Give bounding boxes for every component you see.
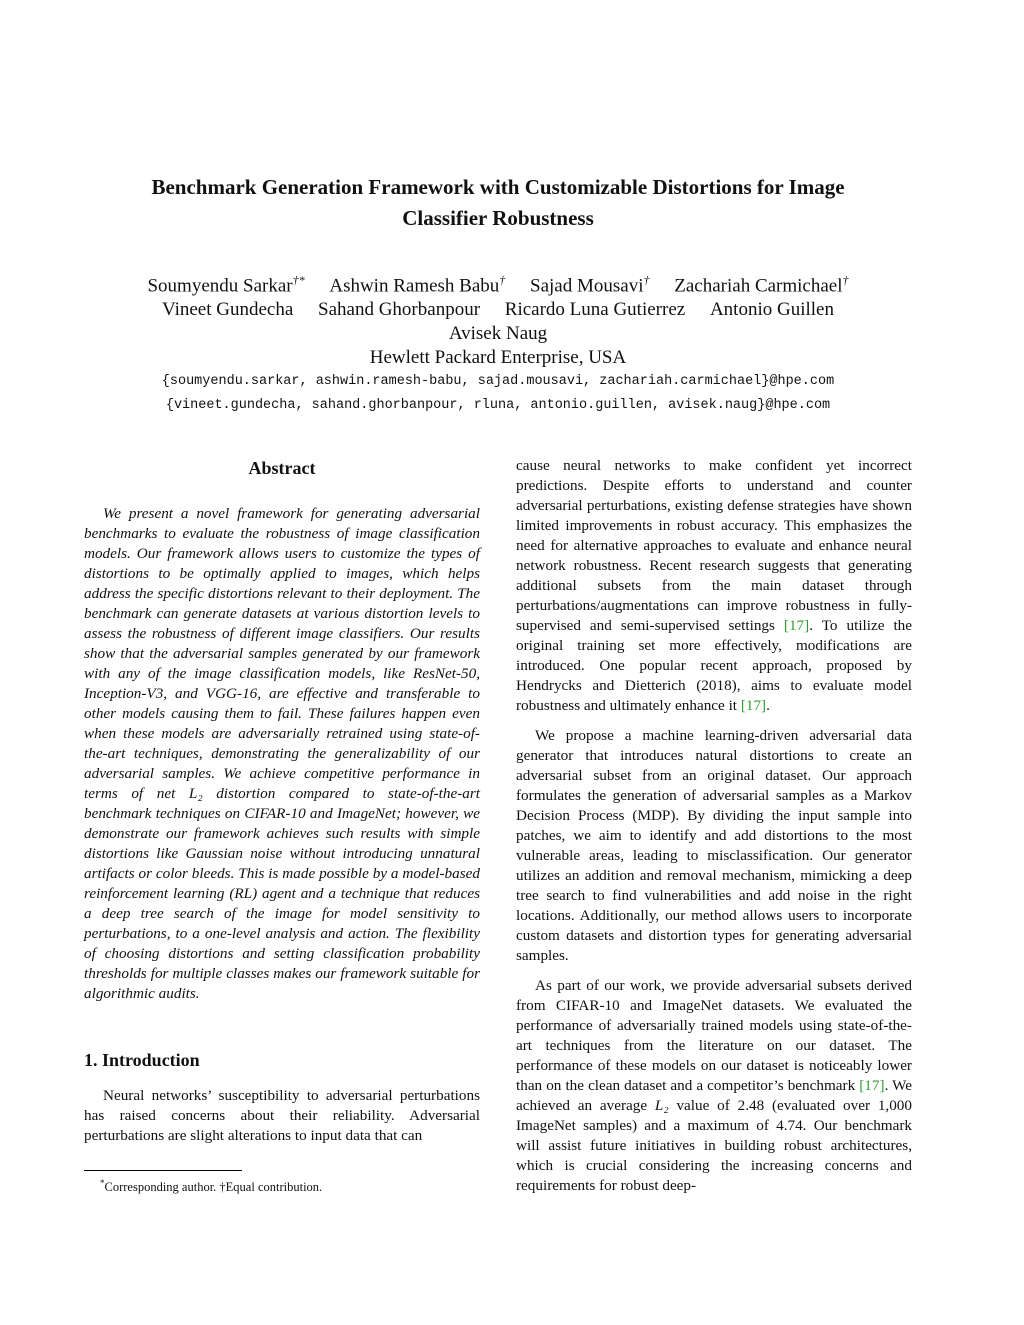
math-l2: L₂ — [654, 1097, 669, 1114]
author-row-3 — [80, 322, 916, 346]
author: Zachariah Carmichael† — [674, 273, 849, 297]
abstract-text: We present a novel framework for generating adversarial benchmarks to evaluate the robustness of image classification models. Our framework allows users to customize the types of distortions to be optimally applied to images, which helps address the specific distortions relevant to their deployment. The benchmark can generate datasets at various distortion levels to assess the robustness of different image classifiers. Our results show that the adversarial samples generated by our framework with any of the image classification models, like ResNet-50, Inception-V3, and VGG-16, are effective and transferable to other models causing them to fail. These failures happen even when these models are adversarially retrained using state-of-the-art techniques, demonstrating the generalizability of our adversarial samples. We achieve competitive performance in terms of net L₂ distortion compared to state-of-the-art benchmark techniques on CIFAR-10 and ImageNet; however, we demonstrate our framework achieves such results with simple distortions like Gaussian noise without introducing unnatural artifacts or color bleeds. This is made possible by a model-based reinforcement learning (RL) agent and a technique that reduces a deep tree search of the image for model sensitivity to perturbations, to a one-level analysis and action. The flexibility of choosing distortions and setting classification probability thresholds for multiple classes makes our framework suitable for algorithmic audits. — [84, 505, 480, 1002]
left-column — [84, 456, 480, 1156]
intro-paragraph: We propose a machine learning-driven adversarial data generator that introduces natural distortions to create an adversarial subset from an original dataset. Our approach formulates the generation of adversarial samples as a Markov Decision Process (MDP). By dividing the input sample into patches, we aim to identify and add distortions to the most vulnerable areas, leading to misclassification. Our generator utilizes an addition and removal mechanism, mimicking a deep tree search to find vulnerabilities and add noise in the right locations. Additionally, our method allows users to incorporate custom datasets and distortion types for generating adversarial samples. — [516, 727, 912, 964]
right-column — [516, 456, 912, 1206]
intro-paragraph: Neural networks’ susceptibility to adversarial perturbations has raised concerns about their reliability. Adversarial perturbations are slight alterations to input data that can — [84, 1087, 480, 1144]
title-line-1: Benchmark Generation Framework with Customizable Distortions for Image — [151, 175, 845, 199]
citation-link[interactable]: [17] — [859, 1077, 885, 1094]
intro-paragraph: As part of our work, we provide adversarial subsets derived from CIFAR-10 and ImageNet datasets. We evaluated the performance of adversarially trained models using state-of-the-art techniques from the literature on our dataset. The performance of these models on our dataset is noticeably lower than on the clean dataset and a competitor’s benchmark [17]. We achieved an average L₂ value of 2.48 (evaluated over 1,000 ImageNet samples) and a maximum of 4.74. Our benchmark will assist future initiatives in building robust architectures, which is crucial considering the increasing concerns and requirements for robust deep- — [516, 977, 913, 1194]
affiliation: Hewlett Packard Enterprise, USA — [369, 347, 627, 369]
author-block — [80, 268, 916, 418]
citation-link[interactable]: [17] — [783, 617, 810, 634]
author: Ricardo Luna Gutierrez — [504, 299, 686, 321]
author: Vineet Gundecha — [162, 299, 294, 321]
author: Sahand Ghorbanpour — [318, 299, 481, 321]
citation-link[interactable]: [17] — [740, 697, 767, 714]
paper-title — [100, 172, 896, 234]
footnote: *Corresponding author. †Equal contribution. — [100, 1178, 323, 1195]
email-line-1: {soumyendu.sarkar, ashwin.ramesh-babu, sajad.mousavi, zachariah.carmichael}@hpe.com — [161, 374, 835, 390]
author: Soumyendu Sarkar†* — [147, 273, 305, 297]
title-line-2: Classifier Robustness — [402, 206, 594, 230]
author: Avisek Naug — [448, 323, 548, 345]
author: Sajad Mousavi† — [530, 273, 650, 297]
author-row-2 — [80, 298, 916, 322]
section-heading-introduction: 1. Introduction — [84, 1050, 200, 1070]
author: Ashwin Ramesh Babu† — [329, 273, 506, 297]
author-row-1 — [80, 268, 916, 298]
intro-paragraph-continued: cause neural networks to make confident yet incorrect predictions. Despite efforts to understand and counter adversarial perturbations, existing defense strategies have shown limited improvements in robust accuracy. This emphasizes the need for alternative approaches to evaluate and enhance neural network robustness. Recent research suggests that generating additional subsets from the main dataset through perturbations/augmentations can improve robustness in fully-supervised and semi-supervised settings [17]. To utilize the original training set more effectively, modifications are introduced. One popular recent approach, proposed by Hendrycks and Dietterich (2018), aims to evaluate model robustness and ultimately enhance it [17]. — [516, 457, 912, 714]
math-l2: L₂ — [188, 785, 203, 802]
abstract-heading: Abstract — [248, 458, 316, 478]
footnote-divider — [84, 1170, 242, 1171]
author: Antonio Guillen — [709, 299, 834, 321]
email-line-2: {vineet.gundecha, sahand.ghorbanpour, rluna, antonio.guillen, avisek.naug}@hpe.com — [165, 398, 831, 414]
